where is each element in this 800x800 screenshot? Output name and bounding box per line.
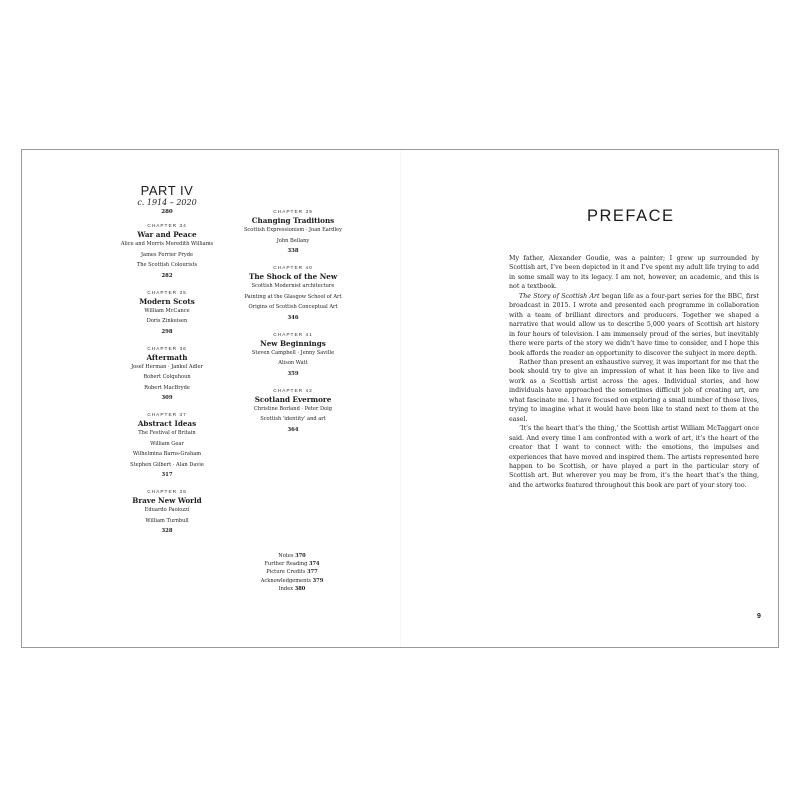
chapter-title: War and Peace [137,230,197,239]
preface-paragraph-2 [509,292,759,358]
chapter-subject: Steven Campbell · Jenny Saville [251,349,335,356]
chapter-subject: Alison Watt [278,360,308,366]
chapter-page-number: 338 [287,248,299,254]
chapter-page-number: 317 [161,472,173,478]
chapter-subject: James Ferrier Pryde [140,251,193,258]
chapter-subject: The Scottish Colourists [136,262,198,268]
chapter-subject: John Bellany [276,237,310,244]
chapter-page-number: 359 [287,370,299,377]
chapter-subject: Scottish Expressionism · Joan Eardley [243,227,343,233]
chapter-page-number: 364 [287,426,299,433]
endmatter-page-number: 380 [294,585,306,592]
toc-chapter-entry [97,224,237,282]
toc-column-1 [97,184,237,537]
preface-title: PREFACE [587,207,675,225]
chapter-page-number: 282 [161,272,173,279]
chapter-subject: Josef Herman · Jankel Adler [131,363,203,370]
preface-paragraph-2-text: began life as a four-part series for the BBC, first broadcast in 2015. I wrote and presented each programme in collaboration with a team of brilliant directors and producers. Together we shaped a narrative that would allow us to describe 5,000 years of Scottish art history in four hours of television. I am immensely proud of the series, but inevitably there were parts of the story we didn’t have time to consider, and I hope this book affords the reader an opportunity to discover the subject in more depth. [509,292,759,357]
chapter-label: CHAPTER 36 [147,346,187,352]
chapter-subject: Origins of Scottish Conceptual Art [248,304,338,310]
chapter-page-number: 346 [287,314,299,321]
toc-chapter-entry [218,333,368,380]
chapter-subject: Scottish 'identity' and art [260,416,326,422]
endmatter-page-number: 379 [312,577,324,584]
toc-endmatter [252,552,332,593]
chapter-page-number: 328 [161,528,173,534]
toc-column-2 [218,210,368,436]
chapter-subject: Scottish Modernist architecture [251,283,335,289]
endmatter-label: Picture Credits [266,569,306,576]
endmatter-entry [252,552,332,560]
endmatter-label: Notes [278,553,294,559]
chapter-subject: Robert Colquhoun [143,374,191,380]
page-number: 9 [757,613,761,620]
chapter-subject: William Turnbull [145,517,189,524]
preface-paragraph-3: Rather than present an exhaustive survey, it was important for me that the book should try to give an impression of what it has been like to live and work as a Scottish artist across the ages. Individual stories, and how individuals have approached the sometimes difficult job of creating art, are what fascinate me. I have focused on exploring a small number of those lives, trying to imagine what it would have been like to stand next to them at the easel. [509,358,759,423]
chapter-label: CHAPTER 42 [273,388,313,394]
chapter-page-number: 309 [161,395,173,401]
toc-chapter-entry [97,347,237,405]
chapter-subject: Eduardo Paolozzi [144,507,190,513]
chapter-title: Scotland Evermore [254,394,332,404]
endmatter-page-number: 374 [308,561,320,568]
part-page-number: 280 [161,209,173,215]
chapter-subject: William McCance [144,307,190,314]
preface-paragraph-1: My father, Alexander Goudie, was a painter; I grew up surrounded by Scottish art, I’ve been depicted in it and I’ve spent my adult life trying to add in some small way to its legacy. I am not, however, an academic, and this is not a textbook. [509,255,759,291]
toc-chapter-entry [218,389,368,436]
chapter-subject: Doris Zinkeisen [146,318,188,324]
part-title: PART IV [140,183,194,198]
book-title-italic: The Story of Scottish Art [519,292,600,300]
book-spread [21,149,779,648]
chapter-page-number: 298 [161,328,173,335]
chapter-subject: Stephen Gilbert · Alan Davie [130,461,204,468]
toc-chapter-entry [97,291,237,338]
endmatter-label: Further Reading [264,561,308,568]
chapter-title: Changing Traditions [251,216,335,225]
chapter-title: Brave New World [132,496,202,505]
chapter-subject: Painting at the Glasgow School of Art [244,293,342,300]
part-dates: c. 1914 – 2020 [137,198,197,207]
endmatter-page-number: 377 [307,569,318,576]
chapter-label: CHAPTER 35 [147,290,187,296]
chapter-label: CHAPTER 38 [147,490,187,495]
endmatter-entry [252,585,332,593]
endmatter-page-number: 370 [295,553,306,559]
toc-chapter-entry [97,413,237,481]
toc-chapter-entry [97,490,237,537]
chapter-subject: William Gear [150,440,184,447]
chapter-subject: The Festival of Britain [138,430,196,436]
endmatter-entry [252,560,332,568]
chapter-subject: Alice and Morris Meredith Williams [120,241,214,247]
chapter-label: CHAPTER 37 [147,413,187,418]
chapter-subject: Wilhelmina Barns-Graham [132,451,202,457]
preface-paragraph-4: ‘It’s the heart that’s the thing,’ the Scottish artist William McTaggart once said. And every time I am confronted with a work of art, it’s the heart of the creator that I want to connect with: the emotions, the impulses and experiences that have moved and inspired them. The artists represented here happen to be Scottish, or have played a part in the particular story of Scottish art. But wherever you may be from, it’s the heart that’s the thing, and the artworks featured throughout this book are part of your story too. [509,425,759,489]
chapter-label: CHAPTER 40 [273,266,313,271]
toc-chapter-entry [218,266,368,324]
chapter-label: CHAPTER 39 [273,210,313,215]
chapter-label: CHAPTER 41 [273,332,313,338]
chapter-title: The Shock of the New [248,272,338,281]
chapter-title: New Beginnings [260,338,326,348]
chapter-label: CHAPTER 34 [147,224,187,229]
chapter-subject: Robert MacBryde [144,384,190,391]
chapter-title: Modern Scots [139,296,195,306]
chapter-title: Abstract Ideas [137,419,197,428]
endmatter-entry [252,577,332,585]
chapter-subject: Christine Borland · Peter Doig [253,405,333,412]
book-gutter [400,150,401,647]
toc-chapter-entry [218,210,368,257]
preface-body [509,254,759,490]
endmatter-entry [252,568,332,576]
endmatter-label: Acknowledgements [260,577,312,584]
chapter-title: Aftermath [146,352,188,362]
endmatter-label: Index [278,585,294,592]
